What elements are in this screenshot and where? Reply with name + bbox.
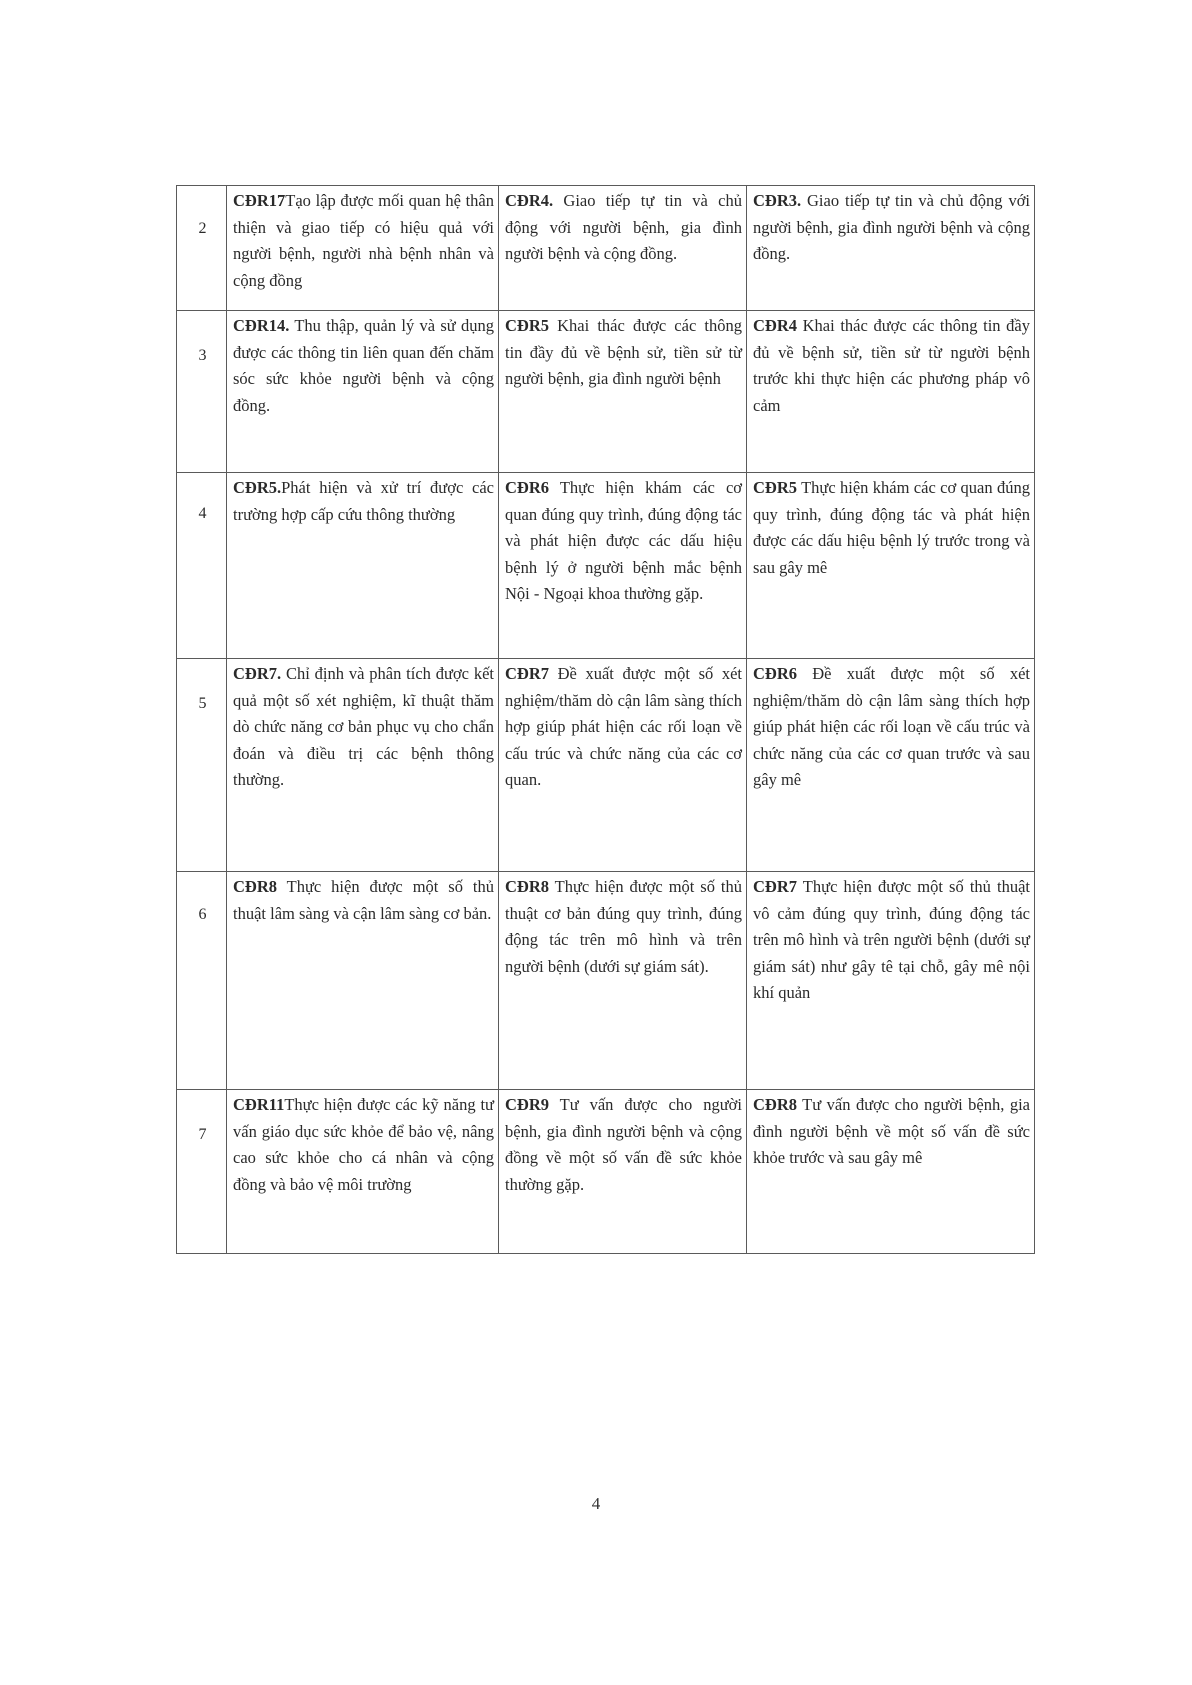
outcome-text: Chỉ định và phân tích được kết quả một số xét nghiệm, kĩ thuật thăm dò chức năng cơ bản phục vụ cho chẩn đoán và điều trị các bệnh thông thường.: [233, 664, 494, 789]
program-outcome-cell: [227, 473, 499, 659]
outcome-text: Tạo lập được mối quan hệ thân thiện và giao tiếp có hiệu quả với người bệnh, người nhà bệnh nhân và cộng đồng: [233, 191, 494, 290]
row-number: 7: [177, 1090, 227, 1254]
outcome-code: CĐR8: [753, 1095, 797, 1114]
table-row: [177, 659, 1035, 872]
module-outcome-cell: [747, 473, 1035, 659]
program-outcome-cell: [227, 872, 499, 1090]
outcome-text: Tư vấn được cho người bệnh, gia đình người bệnh và cộng đồng về một số vấn đề sức khỏe thường gặp.: [505, 1095, 742, 1194]
row-number: 2: [177, 186, 227, 311]
course-outcome-cell: [499, 311, 747, 473]
outcome-text: Thu thập, quản lý và sử dụng được các thông tin liên quan đến chăm sóc sức khỏe người bệnh và cộng đồng.: [233, 316, 494, 415]
outcome-text: Thực hiện được các kỹ năng tư vấn giáo dục sức khỏe để bảo vệ, nâng cao sức khỏe cho cá nhân và cộng đồng và bảo vệ môi trường: [233, 1095, 494, 1194]
course-outcome-cell: [499, 1090, 747, 1254]
program-outcome-cell: [227, 1090, 499, 1254]
outcome-text: Đề xuất được một số xét nghiệm/thăm dò cận lâm sàng thích hợp giúp phát hiện các rối loạn về cấu trúc và chức năng của các cơ quan trước và sau gây mê: [753, 664, 1030, 789]
outcome-text: Thực hiện được một số thủ thuật vô cảm đúng quy trình, đúng động tác trên mô hình và trên người bệnh (dưới sự giám sát) như gây tê tại chỗ, gây mê nội khí quản: [753, 877, 1030, 1002]
outcome-code: CĐR9: [505, 1095, 549, 1114]
outcome-text: Giao tiếp tự tin và chủ động với người bệnh, gia đình người bệnh và cộng đồng.: [753, 191, 1030, 263]
table-row: [177, 186, 1035, 311]
module-outcome-cell: [747, 872, 1035, 1090]
row-number: 5: [177, 659, 227, 872]
table-row: [177, 1090, 1035, 1254]
outcome-text: Khai thác được các thông tin đầy đủ về bệnh sử, tiền sử từ người bệnh trước khi thực hiện các phương pháp vô cảm: [753, 316, 1030, 415]
table-row: [177, 473, 1035, 659]
outcome-code: CĐR7.: [233, 664, 282, 683]
outcome-text: Thực hiện được một số thủ thuật cơ bản đúng quy trình, đúng động tác trên mô hình và trên người bệnh (dưới sự giám sát).: [505, 877, 742, 976]
outcome-code: CĐR4.: [505, 191, 554, 210]
row-number: 6: [177, 872, 227, 1090]
course-outcome-cell: [499, 186, 747, 311]
outcome-code: CĐR8: [233, 877, 277, 896]
module-outcome-cell: [747, 1090, 1035, 1254]
program-outcome-cell: [227, 659, 499, 872]
outcome-text: Phát hiện và xử trí được các trường hợp cấp cứu thông thường: [233, 478, 494, 524]
outcome-text: Giao tiếp tự tin và chủ động với người bệnh, gia đình người bệnh và cộng đồng.: [505, 191, 742, 263]
outcome-code: CĐR17: [233, 191, 286, 210]
page-number: 4: [591, 1494, 601, 1513]
outcome-code: CĐR3.: [753, 191, 802, 210]
table-row: [177, 311, 1035, 473]
module-outcome-cell: [747, 186, 1035, 311]
course-outcome-cell: [499, 872, 747, 1090]
learning-outcomes-table: [176, 185, 1035, 1254]
outcome-code: CĐR5: [505, 316, 549, 335]
outcome-code: CĐR5.: [233, 478, 282, 497]
outcome-code: CĐR11: [233, 1095, 285, 1114]
outcome-text: Đề xuất được một số xét nghiệm/thăm dò cận lâm sàng thích hợp giúp phát hiện các rối loạn về cấu trúc và chức năng của các cơ quan.: [505, 664, 742, 789]
outcome-code: CĐR14.: [233, 316, 290, 335]
outcome-code: CĐR5: [753, 478, 797, 497]
outcome-code: CĐR7: [505, 664, 549, 683]
course-outcome-cell: [499, 473, 747, 659]
outcome-text: Thực hiện khám các cơ quan đúng quy trình, đúng động tác và phát hiện được các dấu hiệu bệnh lý trước trong và sau gây mê: [753, 478, 1030, 577]
outcome-text: Tư vấn được cho người bệnh, gia đình người bệnh về một số vấn đề sức khỏe trước và sau gây mê: [753, 1095, 1030, 1167]
course-outcome-cell: [499, 659, 747, 872]
outcome-text: Thực hiện khám các cơ quan đúng quy trình, đúng động tác và phát hiện được các dấu hiệu bệnh lý ở người bệnh mắc bệnh Nội - Ngoại khoa thường gặp.: [505, 478, 742, 603]
outcome-code: CĐR8: [505, 877, 549, 896]
module-outcome-cell: [747, 311, 1035, 473]
outcome-code: CĐR6: [505, 478, 549, 497]
row-number: 4: [177, 473, 227, 659]
outcome-text: Khai thác được các thông tin đầy đủ về bệnh sử, tiền sử từ người bệnh, gia đình người bệnh: [505, 316, 742, 388]
outcome-code: CĐR4: [753, 316, 797, 335]
program-outcome-cell: [227, 311, 499, 473]
outcome-text: Thực hiện được một số thủ thuật lâm sàng và cận lâm sàng cơ bản.: [233, 877, 494, 923]
outcome-code: CĐR6: [753, 664, 797, 683]
program-outcome-cell: [227, 186, 499, 311]
module-outcome-cell: [747, 659, 1035, 872]
table-row: [177, 872, 1035, 1090]
outcome-code: CĐR7: [753, 877, 797, 896]
row-number: 3: [177, 311, 227, 473]
